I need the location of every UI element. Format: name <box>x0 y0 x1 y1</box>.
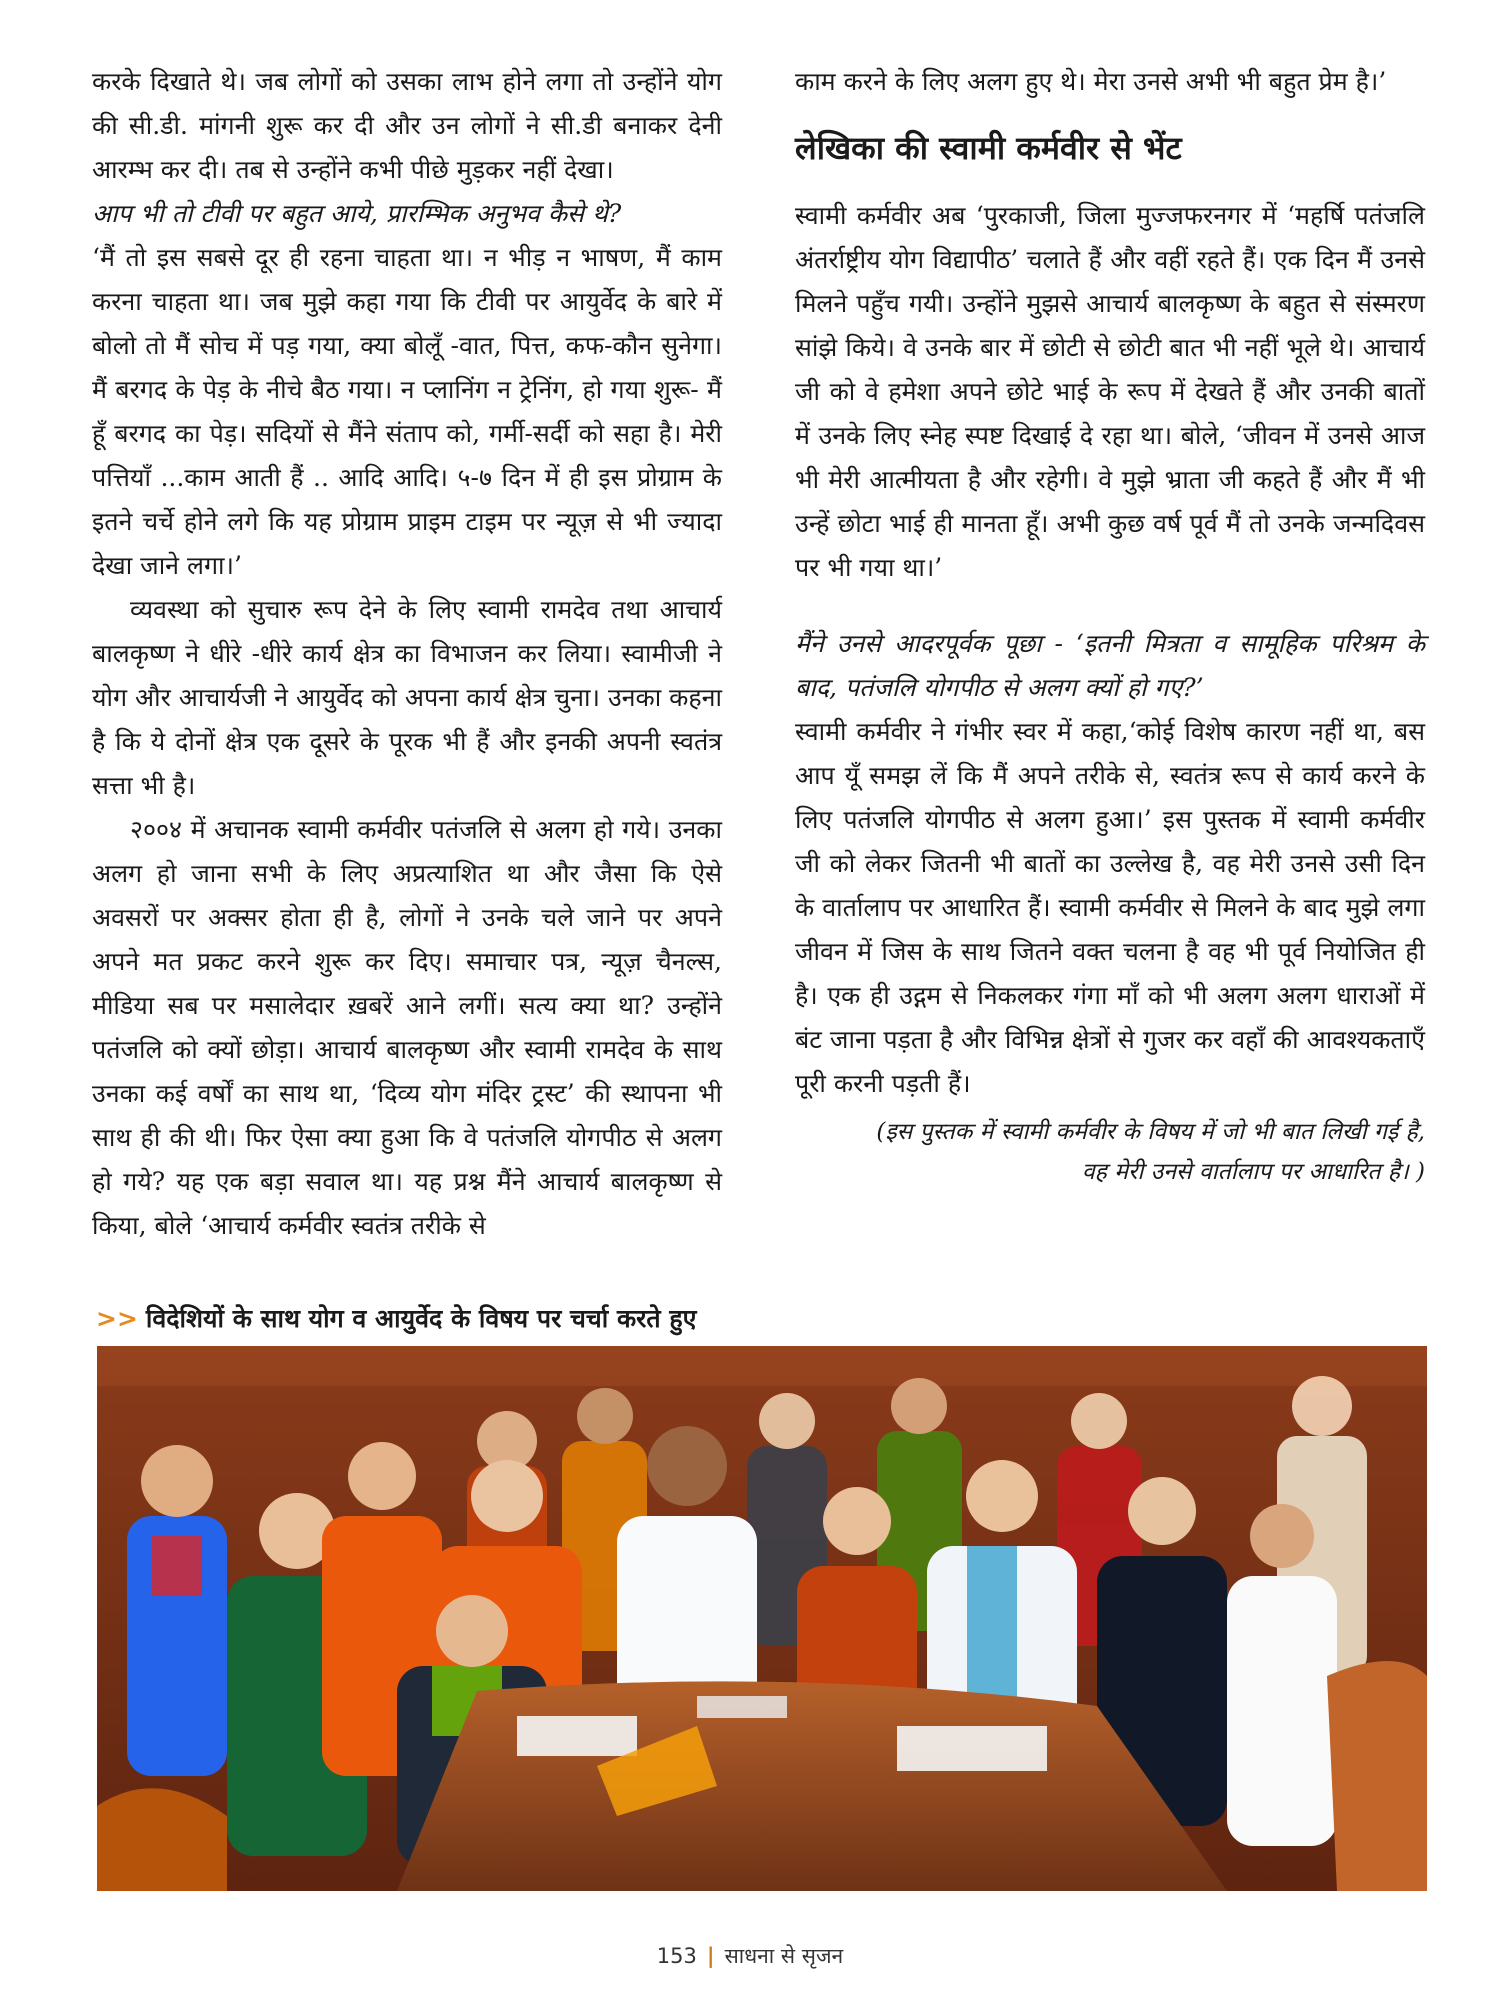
author-note-line: (इस पुस्तक में स्वामी कर्मवीर के विषय में जो भी बात लिखी गई है, <box>876 1119 1425 1145</box>
book-title: साधना से सृजन <box>724 1944 844 1968</box>
paragraph-gap <box>795 590 1425 622</box>
body-paragraph: काम करने के लिए अलग हुए थे। मेरा उनसे अभी भी बहुत प्रेम है।’ <box>795 67 1387 96</box>
body-paragraph: व्यवस्था को सुचारु रूप देने के लिए स्वामी रामदेव तथा आचार्य बालकृष्ण ने धीरे -धीरे कार्य क्षेत्र का विभाजन कर लिया। स्वामीजी ने योग और आचार्यजी ने आयुर्वेद को अपना कार्य क्षेत्र चुना। उनका कहना है कि ये दोनों क्षेत्र एक दूसरे के पूरक भी हैं और इनकी अपनी स्वतंत्र सत्ता भी है। <box>92 595 722 800</box>
group-photo-illustration <box>97 1346 1427 1891</box>
author-note <box>795 1112 1425 1192</box>
interview-question: मैंने उनसे आदरपूर्वक पूछा - ‘इतनी मित्रता व सामूहिक परिश्रम के बाद, पतंजलि योगपीठ से अलग क्यों हो गए?’ <box>795 629 1425 702</box>
right-column <box>795 60 1425 1192</box>
photo-caption-text: विदेशियों के साथ योग व आयुर्वेद के विषय पर चर्चा करते हुए <box>145 1304 697 1333</box>
caption-arrows-icon: >> <box>96 1304 138 1333</box>
left-column <box>92 60 722 1248</box>
group-photo <box>97 1346 1427 1891</box>
page-number: 153 <box>656 1944 697 1968</box>
photo-caption <box>96 1302 1416 1336</box>
interview-answer: ‘मैं तो इस सबसे दूर ही रहना चाहता था। न भीड़ न भाषण, मैं काम करना चाहता था। जब मुझे कहा गया कि टीवी पर आयुर्वेद के बारे में बोलो तो मैं सोच में पड़ गया, क्या बोलूँ -वात, पित्त, कफ-कौन सुनेगा। मैं बरगद के पेड़ के नीचे बैठ गया। न प्लानिंग न ट्रेनिंग, हो गया शुरू- मैं हूँ बरगद का पेड़। सदियों से मैंने संताप को, गर्मी-सर्दी को सहा है। मेरी पत्तियाँ ...काम आती हैं .. आदि आदि। ५-७ दिन में ही इस प्रोग्राम के इतने चर्चे होने लगे कि यह प्रोग्राम प्राइम टाइम पर न्यूज़ से भी ज्यादा देखा जाने लगा।’ <box>92 243 722 580</box>
body-paragraph: २००४ में अचानक स्वामी कर्मवीर पतंजलि से अलग हो गये। उनका अलग हो जाना सभी के लिए अप्रत्याशित था और जैसा कि ऐसे अवसरों पर अक्सर होता ही है, लोगों ने उनके चले जाने पर अपने अपने मत प्रकट करने शुरू कर दिए। समाचार पत्र, न्यूज़ चैनल्स, मीडिया सब पर मसालेदार ख़बरें आने लगीं। सत्य क्या था? उन्होंने पतंजलि को क्यों छोड़ा। आचार्य बालकृष्ण और स्वामी रामदेव के साथ उनका कई वर्षों का साथ था, ‘दिव्य योग मंदिर ट्रस्ट’ की स्थापना भी साथ ही की थी। फिर ऐसा क्या हुआ कि वे पतंजलि योगपीठ से अलग हो गये? यह एक बड़ा सवाल था। यह प्रश्न मैंने आचार्य बालकृष्ण से किया, बोले ‘आचार्य कर्मवीर स्वतंत्र तरीके से <box>92 815 722 1240</box>
section-heading: लेखिका की स्वामी कर्मवीर से भेंट <box>795 129 1182 167</box>
author-note-line: वह मेरी उनसे वार्तालाप पर आधारित है। ) <box>1081 1159 1425 1185</box>
interview-question: आप भी तो टीवी पर बहुत आये, प्रारम्भिक अनुभव कैसे थे? <box>92 199 622 228</box>
footer-separator: | <box>706 1944 715 1968</box>
interview-answer: स्वामी कर्मवीर ने गंभीर स्वर में कहा,‘कोई विशेष कारण नहीं था, बस आप यूँ समझ लें कि मैं अपने तरीके से, स्वतंत्र रूप से कार्य करने के लिए पतंजलि योगपीठ से अलग हुआ।’ इस पुस्तक में स्वामी कर्मवीर जी को लेकर जितनी भी बातों का उल्लेख है, वह मेरी उनसे उसी दिन के वार्तालाप पर आधारित हैं। स्वामी कर्मवीर से मिलने के बाद मुझे लगा जीवन में जिस के साथ जितने वक्त चलना है वह भी पूर्व नियोजित ही है। एक ही उद्गम से निकलकर गंगा माँ को भी अलग अलग धाराओं में बंट जाना पड़ता है और विभिन्न क्षेत्रों से गुजर कर वहाँ की आवश्यकताएँ पूरी करनी पड़ती हैं। <box>795 717 1425 1098</box>
body-paragraph: करके दिखाते थे। जब लोगों को उसका लाभ होने लगा तो उन्होंने योग की सी.डी. मांगनी शुरू कर दी और उन लोगों ने सी.डी बनाकर देनी आरम्भ कर दी। तब से उन्होंने कभी पीछे मुड़कर नहीं देखा। <box>92 67 722 184</box>
page-footer <box>0 1942 1500 1970</box>
body-paragraph: स्वामी कर्मवीर अब ‘पुरकाजी, जिला मुज्जफरनगर में ‘महर्षि पतंजलि अंतर्राष्ट्रीय योग विद्यापीठ’ चलाते हैं और वहीं रहते हैं। एक दिन मैं उनसे मिलने पहुँच गयी। उन्होंने मुझसे आचार्य बालकृष्ण के बहुत से संस्मरण सांझे किये। वे उनके बार में छोटी से छोटी बात भी नहीं भूले थे। आचार्य जी को वे हमेशा अपने छोटे भाई के रूप में देखते हैं और उनकी बातों में उनके लिए स्नेह स्पष्ट दिखाई दे रहा था। बोले, ‘जीवन में उनसे आज भी मेरी आत्मीयता है और रहेगी। वे मुझे भ्राता जी कहते हैं और मैं भी उन्हें छोटा भाई ही मानता हूँ। अभी कुछ वर्ष पूर्व मैं तो उनके जन्मदिवस पर भी गया था।’ <box>795 201 1425 582</box>
